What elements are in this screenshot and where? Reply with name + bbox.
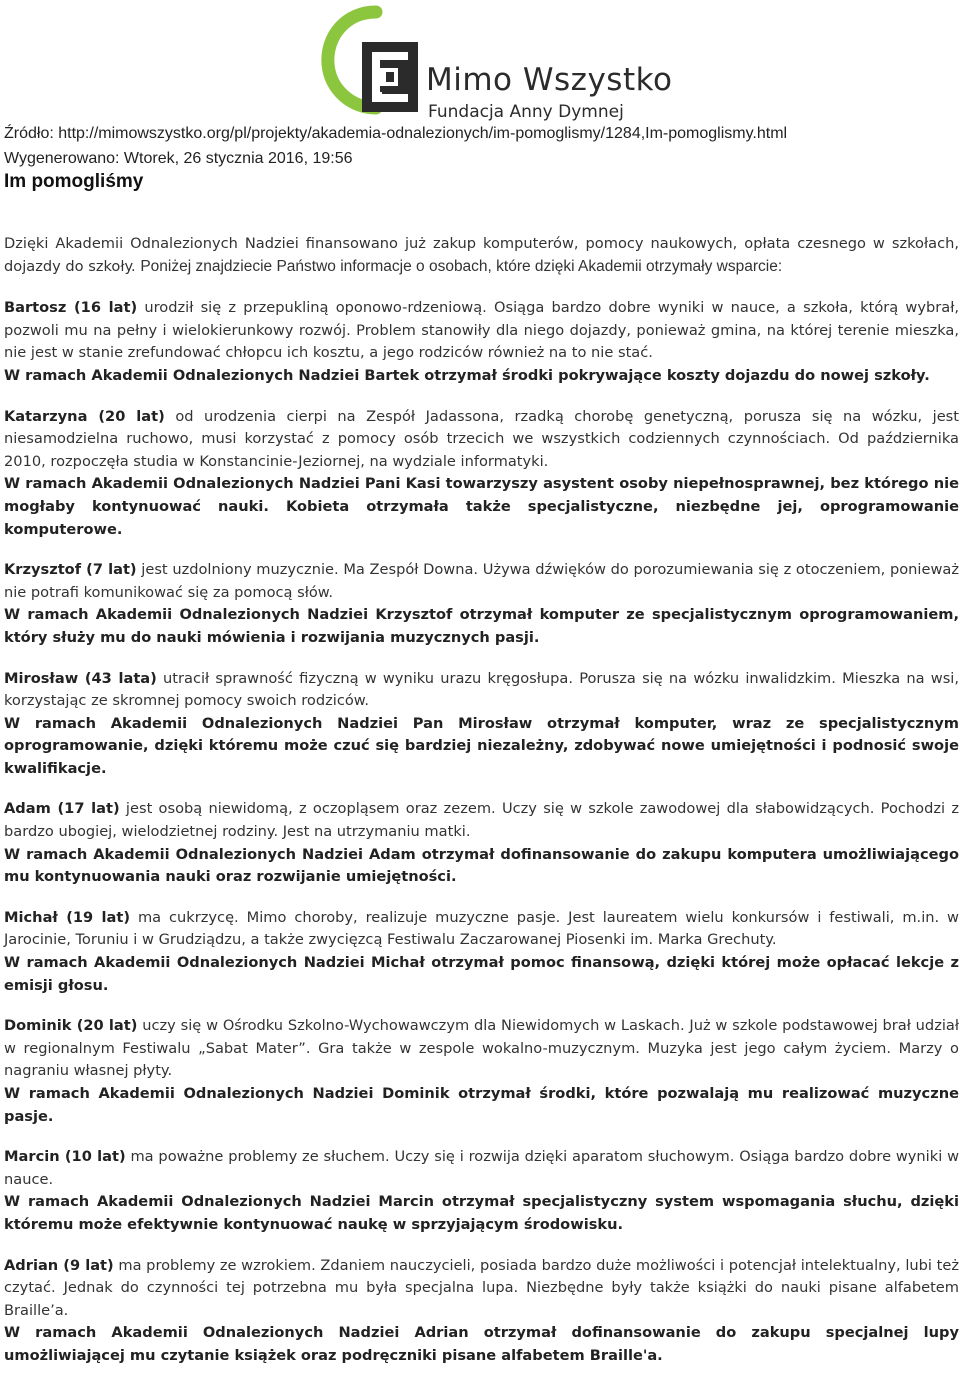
support-description: W ramach Akademii Odnalezionych Nadziei Pani Kasi towarzyszy asystent osoby niepełnosprawnej, bez którego nie mogłaby kontynuować nauki. Kobieta otrzymała także specjalistyczne, niezbędne jej, oprogramowanie komputerowe. <box>4 475 959 538</box>
source-line: Źródło: http://mimowszystko.org/pl/projekty/akademia-odnalezionych/im-pomoglismy/1284,Im-pomoglismy.html <box>4 125 788 142</box>
spiral-logo-icon <box>318 4 426 122</box>
person-description: jest osobą niewidomą, z oczopląsem oraz zezem. Uczy się w szkole zawodowej dla słabowidzących. Pochodzi z bardzo ubogiej, wielodzietnej rodziny. Jest na utrzymaniu matki. <box>4 800 959 841</box>
generated-line: Wygenerowano: Wtorek, 26 stycznia 2016, 19:56 <box>4 150 353 167</box>
support-description: W ramach Akademii Odnalezionych Nadziei Krzysztof otrzymał komputer ze specjalistycznym oprogramowaniem, który służy mu do nauki mówienia i rozwijania muzycznych pasji. <box>4 606 959 646</box>
person-name: Bartosz (16 lat) <box>4 299 138 317</box>
person-description: od urodzenia cierpi na Zespół Jadassona, rzadką chorobę genetyczną, porusza się na wózku, jest niesamodzielna ruchowo, musi korzystać z pomocy osób trzecich we wszystkich codziennych czynnościach. Od października 2010, rozpoczęła studia w Konstancinie-Jeziornej, na wydziale informatyki. <box>4 407 959 470</box>
person-name: Katarzyna (20 lat) <box>4 407 165 425</box>
intro-lead: Dzięki Akademii Odnalezionych Nadziei finansowano już zakup komputerów, pomocy naukowych, opłata czesnego w szkołach, dojazdy do szkoły. <box>4 235 959 275</box>
person-name: Krzysztof (7 lat) <box>4 561 137 579</box>
person-name: Adrian (9 lat) <box>4 1256 114 1274</box>
person-entry <box>4 907 959 997</box>
person-entry <box>4 798 959 888</box>
person-entry <box>4 297 959 387</box>
person-description: ma cukrzycę. Mimo choroby, realizuje muzyczne pasje. Jest laureatem wielu konkursów i festiwali, m.in. w Jarocinie, Toruniu i w Grudziądzu, a także zwycięzcą Festiwalu Zaczarowanej Piosenki im. Marka Grechuty. <box>4 908 959 949</box>
support-description: W ramach Akademii Odnalezionych Nadziei Adam otrzymał dofinansowanie do zakupu komputera umożliwiającego mu kontynuowania nauki oraz rozwijanie umiejętności. <box>4 845 959 886</box>
person-name: Dominik (20 lat) <box>4 1017 138 1035</box>
person-entry <box>4 559 959 649</box>
intro-text: Poniżej znajdziecie Państwo informacje o osobach, które dzięki Akademii otrzymały wsparcie: <box>140 257 783 275</box>
person-name: Michał (19 lat) <box>4 908 131 926</box>
person-entry <box>4 1255 959 1368</box>
support-description: W ramach Akademii Odnalezionych Nadziei Pan Mirosław otrzymał komputer, wraz ze specjalistycznym oprogramowanie, dzięki któremu może czuć się bardziej niezależny, zdobywać nowe umiejętności i podnosić swoje kwalifikacje. <box>4 714 959 777</box>
article-body <box>4 233 959 1386</box>
support-description: W ramach Akademii Odnalezionych Nadziei Dominik otrzymał środki, które pozwalają mu realizować muzyczne pasje. <box>4 1085 959 1125</box>
logo-title: Mimo Wszystko <box>426 62 673 98</box>
support-description: W ramach Akademii Odnalezionych Nadziei Adrian otrzymał dofinansowanie do zakupu specjalnej lupy umożliwiającej mu czytanie książek oraz podręczniki pisane alfabetem Braille'a. <box>4 1324 959 1364</box>
foundation-logo[interactable] <box>318 4 673 122</box>
person-entry <box>4 406 959 542</box>
person-description: uczy się w Ośrodku Szkolno-Wychowawczym dla Niewidomych w Laskach. Już w szkole podstawowej brał udział w regionalnym Festiwalu „Sabat Mater”. Gra także w zespole wokalno-muzycznym. Muzyka jest jego całym życiem. Marzy o nagraniu własnej płyty. <box>4 1017 959 1080</box>
person-entry <box>4 1015 959 1128</box>
person-description: jest uzdolniony muzycznie. Ma Zespół Downa. Używa dźwięków do porozumiewania się z otoczeniem, ponieważ nie potrafi komunikować się za pomocą słów. <box>4 561 959 601</box>
person-name: Mirosław (43 lata) <box>4 669 157 687</box>
support-description: W ramach Akademii Odnalezionych Nadziei Michał otrzymał pomoc finansową, dzięki której może opłacać lekcje z emisji głosu. <box>4 954 959 994</box>
support-description: W ramach Akademii Odnalezionych Nadziei Marcin otrzymał specjalistyczny system wspomagania słuchu, dzięki któremu może efektywnie kontynuować naukę w sprzyjającym środowisku. <box>4 1193 959 1233</box>
person-description: urodził się z przepukliną oponowo-rdzeniową. Osiąga bardzo dobre wyniki w nauce, a szkoła, którą wybrał, pozwoli mu na pełny i wielokierunkowy rozwój. Problem stanowiły dla niego dojazdy, ponieważ gmina, na której terenie mieszka, nie jest w stanie zrefundować chłopcu ich kosztu, a jego rodziców również na to nie stać. <box>4 299 959 362</box>
person-description: ma poważne problemy ze słuchem. Uczy się i rozwija dzięki aparatom słuchowym. Osiąga bardzo dobre wyniki w nauce. <box>4 1148 960 1188</box>
person-description: utracił sprawność fizyczną w wyniku urazu kręgosłupa. Porusza się na wózku inwalidzkim. Mieszka na wsi, korzystając ze skromnej pomocy swoich rodziców. <box>4 669 959 710</box>
person-entry <box>4 668 959 781</box>
intro-paragraph <box>4 233 959 278</box>
person-description: ma problemy ze wzrokiem. Zdaniem nauczycieli, posiada bardzo duże możliwości i potencjał intelektualny, lubi też czytać. Jednak do czynności tej potrzebna mu była specjalna lupa. Niezbędne były także książki do nauki pisane alfabetem Braille’a. <box>4 1256 959 1319</box>
page-title: Im pomogliśmy <box>4 171 144 192</box>
person-entry <box>4 1146 959 1236</box>
support-description: W ramach Akademii Odnalezionych Nadziei Bartek otrzymał środki pokrywające koszty dojazdu do nowej szkoły. <box>4 366 930 384</box>
logo-subtitle: Fundacja Anny Dymnej <box>428 102 624 122</box>
person-name: Adam (17 lat) <box>4 800 120 818</box>
person-name: Marcin (10 lat) <box>4 1148 126 1166</box>
